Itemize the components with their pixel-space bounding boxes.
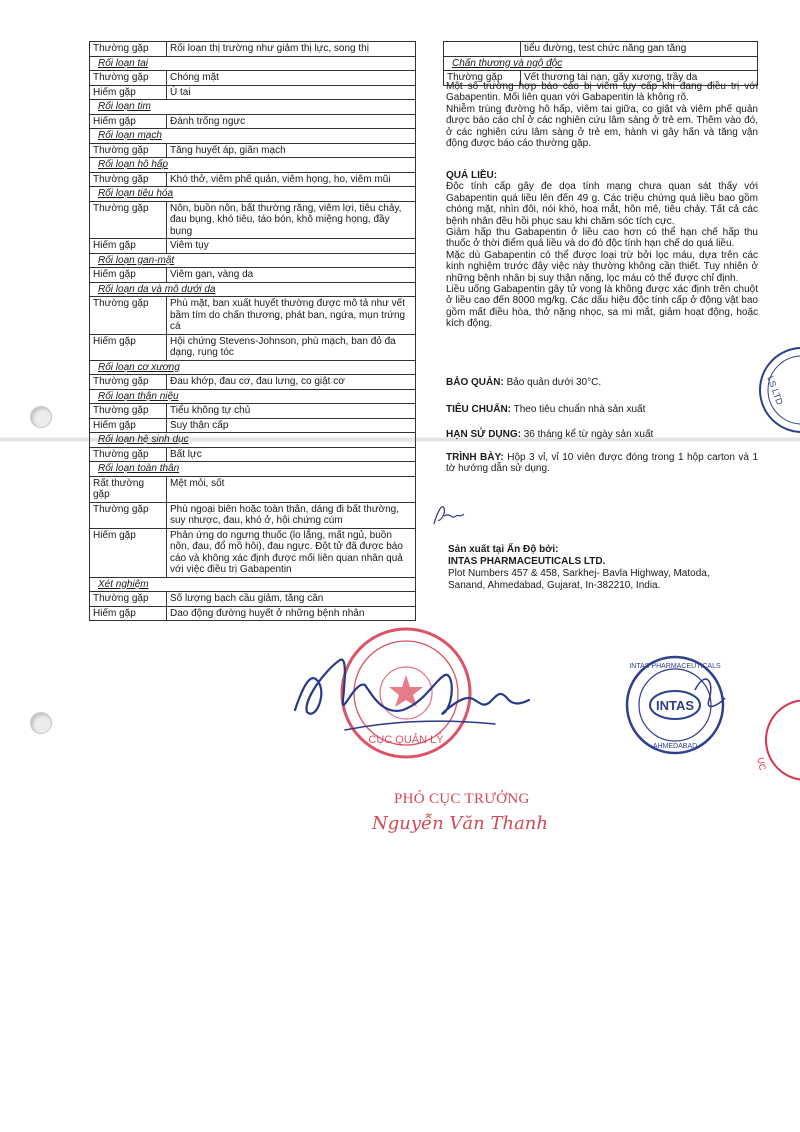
table-row: [90, 476, 416, 502]
category-label: Rối loạn tim: [90, 100, 416, 115]
pediatric-note: Nhiễm trùng đường hô hấp, viêm tai giữa, co giật và viêm phế quản được báo cáo chỉ ở các nghiên cứu lâm sàng ở trẻ em. Thêm vào đó, ở các nghiên cứu lâm sàng ở trẻ em, hành vi gây hấn và tăng vận động được báo cáo thường gặp.: [446, 103, 758, 150]
category-row: [90, 282, 416, 297]
effect-cell: Viêm tụy: [167, 239, 416, 254]
frequency-cell: Thường gặp: [90, 201, 167, 239]
table-row: [90, 172, 416, 187]
vn-stamp-text: CỤC QUẢN LÝ: [368, 734, 444, 746]
svg-text:ỤC: ỤC: [755, 756, 768, 772]
table-row: [444, 42, 758, 57]
svg-text:LS LTD: LS LTD: [765, 374, 785, 407]
frequency-cell: Hiếm gặp: [90, 239, 167, 254]
effect-cell: Mệt mỏi, sốt: [167, 476, 416, 502]
frequency-cell: Thường gặp: [90, 592, 167, 607]
frequency-cell: Rất thường gặp: [90, 476, 167, 502]
category-row: [90, 253, 416, 268]
table-row: [90, 334, 416, 360]
table-row: [90, 201, 416, 239]
category-label: Rối loạn gan-mật: [90, 253, 416, 268]
frequency-cell: Thường gặp: [90, 375, 167, 390]
category-row: [444, 56, 758, 71]
category-label: Rối loạn hô hấp: [90, 158, 416, 173]
side-effects-table-continued: [443, 41, 758, 86]
overdose-para-4: Liều uống Gabapentin gây tử vong là không được xác định trên chuột ở liều cao đến 8000 mg/kg. Các dấu hiệu độc tính cấp ở động vật bao gồm mất điều hòa, thở nặng nhọc, sa mi mắt, giảm hoạt động, hoặc kích động.: [446, 284, 758, 330]
effect-cell: Hội chứng Stevens-Johnson, phù mạch, ban đỏ đa dạng, rụng tóc: [167, 334, 416, 360]
storage-line: [446, 377, 601, 388]
effect-cell: Phản ứng do ngưng thuốc (lo lắng, mất ngủ, buồn nôn, đau, đổ mồ hôi), đau ngực. Đột tử đã được báo cáo và không xác định được mối liên quan nhân quả với việc điều trị Gabapentin: [167, 528, 416, 577]
category-row: [90, 56, 416, 71]
effect-cell: Suy thận cấp: [167, 418, 416, 433]
standard-line: [446, 404, 645, 415]
effect-cell: Đau khớp, đau cơ, đau lưng, co giật cơ: [167, 375, 416, 390]
frequency-cell: Thường gặp: [90, 172, 167, 187]
frequency-cell: Thường gặp: [90, 404, 167, 419]
table-row: [90, 447, 416, 462]
table-row: [90, 528, 416, 577]
table-row: [90, 71, 416, 86]
category-row: [90, 129, 416, 144]
effect-cell: Phù ngoại biên hoặc toàn thân, dáng đi bất thường, suy nhược, đau, khó ở, hội chứng cúm: [167, 502, 416, 528]
effect-cell: Nôn, buồn nôn, bất thường răng, viêm lợi, tiêu chảy, đau bụng, khó tiêu, táo bón, khô miệng họng, đầy bụng: [167, 201, 416, 239]
shelf-life-value: 36 tháng kể từ ngày sản xuất: [523, 429, 654, 440]
shelf-life-label: HẠN SỬ DỤNG:: [446, 429, 521, 440]
manufacturer-block: [448, 544, 758, 592]
category-row: [90, 158, 416, 173]
overdose-para-3: Mặc dù Gabapentin có thể được loại trừ bởi lọc máu, dựa trên các kinh nghiệm trước đây việc này thường không cần thiết. Tuy nhiên ở những bệnh nhân bị suy thận nặng, lọc máu có thể được chỉ định.: [446, 249, 758, 284]
table-row: [90, 375, 416, 390]
frequency-cell: Thường gặp: [90, 447, 167, 462]
effect-cell: Viêm gan, vàng da: [167, 268, 416, 283]
partial-stamp-right-bottom: [736, 700, 800, 790]
overdose-para-1: Độc tính cấp gây đe dọa tính mạng chưa quan sát thấy với Gabapentin quá liều lên đến 49 g. Các triệu chứng quá liều bao gồm chóng mặt, nhìn đôi, nói khó, hoa mắt, hôn mê, tiêu chảy. Tất cả các bệnh nhân đều hồi phục sau khi chăm sóc tích cực.: [446, 181, 758, 227]
effect-cell: Khó thở, viêm phế quản, viêm họng, ho, viêm mũi: [167, 172, 416, 187]
address-line-1: Plot Numbers 457 & 458, Sarkhej- Bavla Highway, Matoda,: [448, 568, 710, 579]
company-name: INTAS PHARMACEUTICALS LTD.: [448, 556, 606, 567]
effect-cell: Ù tai: [167, 85, 416, 100]
category-row: [90, 462, 416, 477]
overdose-section: [446, 170, 758, 330]
intas-stamp-center-text: INTAS: [655, 698, 695, 713]
pancreatitis-note: Một số trường hợp báo cáo bị viêm tụy cấp khi đang điều trị với Gabapentin. Mối liên quan với Gabapentin là không rõ.: [446, 81, 758, 104]
standard-value: Theo tiêu chuẩn nhà sản xuất: [513, 404, 646, 415]
table-row: [90, 268, 416, 283]
frequency-cell: Hiếm gặp: [90, 606, 167, 621]
frequency-cell: Thường gặp: [444, 71, 521, 86]
frequency-cell: Hiếm gặp: [90, 418, 167, 433]
category-row: [90, 577, 416, 592]
category-label: Rối loạn cơ xương: [90, 360, 416, 375]
frequency-cell: [444, 42, 521, 57]
category-label: Rối loạn hệ sinh dục: [90, 433, 416, 448]
frequency-cell: Hiếm gặp: [90, 334, 167, 360]
effect-cell: Bất lực: [167, 447, 416, 462]
effect-cell: Vết thương tai nạn, gãy xương, trầy da: [521, 71, 758, 86]
effect-cell: Chóng mặt: [167, 71, 416, 86]
table-row: [90, 114, 416, 129]
overdose-para-2: Giảm hấp thu Gabapentin ở liều cao hơn có thể hạn chế hấp thu thuốc ở thời điểm quá liều và do đó độc tính hạn chế do quá liều.: [446, 227, 758, 250]
frequency-cell: Hiếm gặp: [90, 528, 167, 577]
table-row: [90, 606, 416, 621]
signoff-title: PHÓ CỤC TRƯỞNG: [394, 791, 530, 807]
presentation-line: [446, 452, 758, 475]
table-row: [90, 42, 416, 57]
category-label: Rối loạn tai: [90, 56, 416, 71]
effect-cell: Phù mặt, ban xuất huyết thường được mô tả như vết bầm tím do chấn thương, phát ban, ngứa, mụn trứng cá: [167, 297, 416, 335]
made-in-label: Sản xuất tại Ấn Độ bởi:: [448, 544, 559, 555]
table-row: [90, 418, 416, 433]
frequency-cell: Hiếm gặp: [90, 114, 167, 129]
shelf-life-line: [446, 429, 653, 440]
overdose-heading: QUÁ LIỀU:: [446, 170, 498, 181]
table-row: [90, 502, 416, 528]
frequency-cell: Hiếm gặp: [90, 85, 167, 100]
table-row: [90, 239, 416, 254]
effect-cell: Số lượng bạch cầu giảm, tăng cân: [167, 592, 416, 607]
category-label: Rối loạn mạch: [90, 129, 416, 144]
effect-cell: tiểu đường, test chức năng gan tăng: [521, 42, 758, 57]
frequency-cell: Thường gặp: [90, 502, 167, 528]
effect-cell: Đánh trống ngực: [167, 114, 416, 129]
category-label: Rối loạn toàn thân: [90, 462, 416, 477]
frequency-cell: Thường gặp: [90, 71, 167, 86]
signoff-name: Nguyễn Văn Thanh: [372, 813, 548, 834]
side-effects-table: [89, 41, 416, 621]
category-row: [90, 360, 416, 375]
category-label: Xét nghiệm: [90, 577, 416, 592]
table-row: [90, 85, 416, 100]
effect-cell: Dao động đường huyết ở những bệnh nhân: [167, 606, 416, 621]
category-label: Rối loạn da và mô dưới da: [90, 282, 416, 297]
initials-signature: [430, 500, 470, 530]
punch-hole-top: [30, 406, 52, 428]
table-row: [90, 592, 416, 607]
category-label: Rối loạn tiêu hóa: [90, 187, 416, 202]
category-row: [90, 433, 416, 448]
adverse-notes: [446, 81, 758, 149]
intas-stamp-city-text: AHMEDABAD: [652, 743, 698, 750]
table-row: [90, 143, 416, 158]
table-row: [90, 404, 416, 419]
frequency-cell: Hiếm gặp: [90, 268, 167, 283]
effect-cell: Rối loạn thị trường như giảm thị lực, song thị: [167, 42, 416, 57]
presentation-label: TRÌNH BÀY:: [446, 452, 504, 463]
frequency-cell: Thường gặp: [90, 143, 167, 158]
standard-label: TIÊU CHUẨN:: [446, 404, 511, 415]
intas-stamp-ring-text: INTAS PHARMACEUTICALS: [629, 663, 721, 670]
frequency-cell: Thường gặp: [90, 297, 167, 335]
category-row: [90, 100, 416, 115]
intas-company-stamp: [615, 650, 735, 760]
storage-label: BẢO QUẢN:: [446, 377, 504, 388]
director-signature: [285, 640, 535, 750]
presentation-value: Hộp 3 vỉ, vỉ 10 viên được đóng trong 1 hộp carton và 1 tờ hướng dẫn sử dụng.: [446, 452, 759, 475]
category-row: [90, 187, 416, 202]
effect-cell: Tăng huyết áp, giãn mạch: [167, 143, 416, 158]
punch-hole-bottom: [30, 712, 52, 734]
category-row: [90, 389, 416, 404]
address-line-2: Sanand, Ahmedabad, Gujarat, In-382210, India.: [448, 580, 661, 591]
frequency-cell: Thường gặp: [90, 42, 167, 57]
partial-stamp-right-top: [742, 340, 800, 440]
category-label: Rối loạn thận niệu: [90, 389, 416, 404]
storage-value: Bảo quản dưới 30°C.: [506, 377, 602, 388]
effect-cell: Tiểu không tự chủ: [167, 404, 416, 419]
category-label: Chấn thương và ngộ độc: [444, 56, 758, 71]
table-row: [90, 297, 416, 335]
